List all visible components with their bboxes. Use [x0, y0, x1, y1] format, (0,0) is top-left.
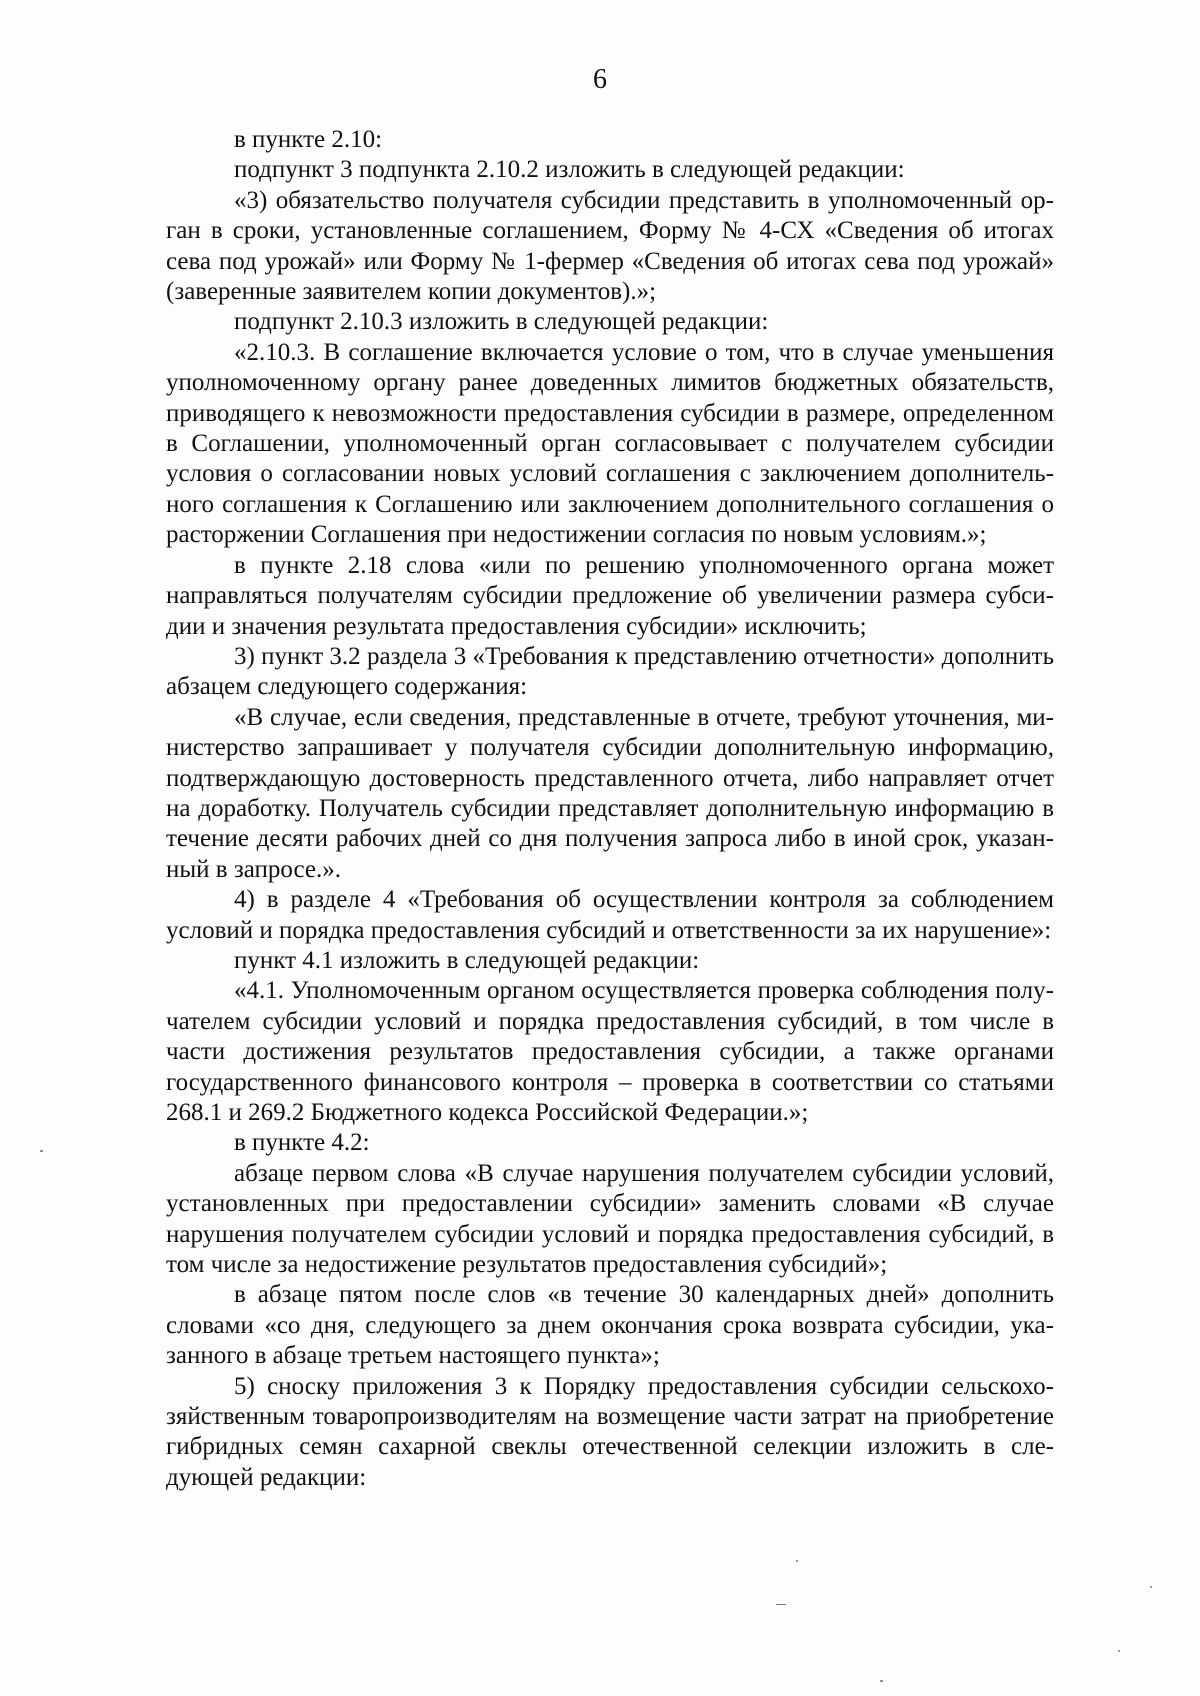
- scan-speck: [796, 1560, 798, 1562]
- paragraph: абзаце первом слова «В случае нарушения получателем субсидии условий, установленных при предоставлении субсидии» заменить словами «В случае нарушения получателем субсидии условий и порядка предоставления субсидий, в том числе за недостижение результатов предоставления субсидий»;: [166, 1159, 1054, 1279]
- scan-speck: [40, 1150, 43, 1152]
- page-number: 6: [593, 64, 607, 95]
- scan-speck: [776, 1604, 786, 1605]
- paragraph: «2.10.3. В соглашение включается условие о том, что в случае уменьшения уполномоченному органу ранее доведенных лимитов бюджетных обязательств, приводящего к невозможности предоставления субсидии в размере, определенном в Соглашении, уполномоченный орган согласовывает с получателем субсидии условия о согласовании новых условий соглашения с заключением дополнительного соглашения к Соглашению или заключением дополнительного соглашения о расторжении Соглашения при недостижении согласия по новым условиям.»;: [166, 338, 1054, 549]
- scan-speck: [1150, 1586, 1152, 1588]
- paragraph: в пункте 4.2:: [234, 1129, 370, 1157]
- scan-speck: [1118, 1650, 1120, 1652]
- paragraph: подпункт 3 подпункта 2.10.2 изложить в следующей редакции:: [234, 156, 905, 184]
- paragraph: «4.1. Уполномоченным органом осуществляется проверка соблюдения получателем субсидии условий и порядка предоставления субсидий, в том числе в части достижения результатов предоставления субсидии, а также органами государственного финансового контроля – проверка в соответствии со статьями 268.1 и 269.2 Бюджетного кодекса Российской Федерации.»;: [166, 977, 1054, 1126]
- paragraph: пункт 4.1 изложить в следующей редакции:: [234, 946, 700, 974]
- paragraph: подпункт 2.10.3 изложить в следующей редакции:: [234, 308, 769, 336]
- paragraph: «В случае, если сведения, представленные в отчете, требуют уточнения, министерство запрашивает у получателя субсидии дополнительную информацию, подтверждающую достоверность представленного отчета, либо направляет отчет на доработку. Получатель субсидии представляет дополнительную информацию в течение десяти рабочих дней со дня получения запроса либо в иной срок, указанный в запросе.».: [166, 703, 1054, 883]
- paragraph: 5) сноску приложения 3 к Порядку предоставления субсидии сельскохозяйственным товаропроизводителям на возмещение части затрат на приобретение гибридных семян сахарной свеклы отечественной селекции изложить в следующей редакции:: [166, 1372, 1054, 1491]
- paragraph: в пункте 2.18 слова «или по решению уполномоченного органа может направляться получателям субсидии предложение об увеличении размера субсидии и значения результата предоставления субсидии» исключить;: [166, 551, 1054, 640]
- paragraph: 4) в разделе 4 «Требования об осуществлении контроля за соблюдением условий и порядка предоставления субсидий и ответственности за их нарушение»:: [166, 886, 1054, 944]
- scan-speck: [880, 1680, 883, 1682]
- document-body: [166, 125, 1054, 1493]
- paragraph: «3) обязательство получателя субсидии представить в уполномоченный орган в сроки, установленные соглашением, Форму № 4-СХ «Сведения об итогах сева под урожай» или Форму № 1-фермер «Сведения об итогах сева под урожай» (заверенные заявителем копии документов).»;: [166, 186, 1054, 306]
- paragraph: 3) пункт 3.2 раздела 3 «Требования к представлению отчетности» дополнить абзацем следующего содержания:: [166, 642, 1054, 701]
- paragraph: в пункте 2.10:: [234, 126, 383, 153]
- paragraph: в абзаце пятом после слов «в течение 30 календарных дней» дополнить словами «со дня, следующего за днем окончания срока возврата субсидии, указанного в абзаце третьем настоящего пункта»;: [166, 1281, 1054, 1370]
